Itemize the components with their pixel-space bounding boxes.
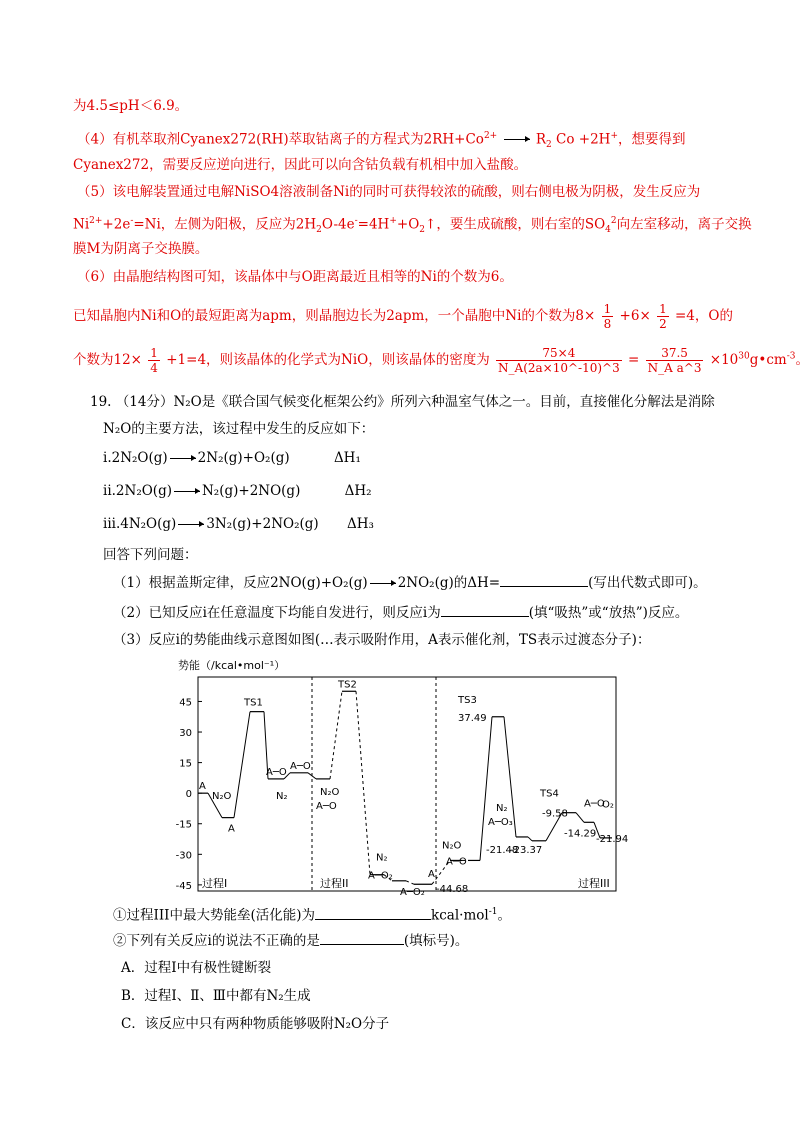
o2-label: O₂ [602,799,614,811]
numerator: 1 [603,302,612,316]
value-label: -9.58 [542,808,568,820]
question-2 [113,602,688,623]
y-tick-label: -30 [175,850,192,862]
ao2-label: A─O₂ [368,870,393,882]
text: ①过程III中最大势能垒(活化能)为 [113,907,316,924]
answer-blank[interactable] [315,905,431,920]
text: 2N₂(g)+O₂(g) [197,450,290,466]
section-label: 过程III [578,877,610,890]
energy-connector [406,881,414,884]
question-3: （3）反应i的势能曲线示意图如图(…表示吸附作用，A表示催化剂，TS表示过渡态分子)： [113,632,651,648]
section-label: 过程II [320,877,349,890]
answer-line-3: Cyanex272，需要反应逆向进行，因此可以向含钴负载有机相中加入盐酸。 [73,157,528,173]
text: Ni [73,216,90,233]
sup: -1 [488,907,498,917]
text: 。 [795,352,809,368]
text: (填“吸热”或“放热”)反应。 [528,605,689,621]
n2o-label: N₂O [320,786,340,798]
text: （14分）N₂O是《联合国气候变化框架公约》所列六种温室气体之一。目前，直接催化分解法是消除 [115,394,715,410]
text: +6× [619,308,651,324]
ao2-label: A─O₂ [400,886,425,898]
sup: + [389,216,397,226]
text: 向左室移动，离子交换 [616,216,752,233]
text: i.2N₂O(g) [103,450,168,466]
sub: 2 [545,140,552,151]
sup: + [610,131,618,141]
text: (写出代数式即可)。 [588,575,707,591]
energy-connector [356,691,370,874]
value-label: -44.68 [436,884,469,896]
numerator: 1 [659,302,667,316]
answer-line-6: 膜M为阴离子交换膜。 [73,241,209,257]
sub-question-1 [113,902,511,926]
numerator: 37.5 [646,346,704,361]
y-axis-label: 势能（/kcal•mol⁻¹） [178,659,286,672]
y-tick-label: -15 [175,819,192,831]
denominator: N_A(2a×10^-10)^3 [498,361,620,375]
energy-connector [480,717,492,861]
denominator: 2 [659,317,667,331]
sup: 2 [610,216,617,226]
y-tick-label: -45 [175,880,192,892]
ao-label: A─O [446,856,467,868]
text: +1=4，则该晶体的化学式为NiO，则该晶体的密度为 [166,352,490,368]
numerator: 1 [150,346,158,360]
n2o-label: N₂O [212,791,232,803]
answer-blank[interactable] [320,930,404,945]
answer-line-9 [73,346,809,375]
sub-question-2 [113,930,468,951]
text: （4）有机萃取剂Cyanex272(RH)萃取钴离子的方程式为2RH+Co [77,131,484,148]
reaction-ii [103,481,372,501]
ao-label: A─O [290,760,311,772]
denominator: N_A a^3 [647,361,702,375]
potential-energy-chart [175,655,629,898]
prompt: 回答下列问题： [103,547,198,563]
plot-frame [198,677,616,891]
denominator: 4 [150,361,158,375]
energy-connector [234,712,250,818]
sup: 30 [738,351,750,362]
catalyst-label: A [199,781,206,793]
ts4-label: TS4 [540,788,559,800]
y-tick-label: 45 [179,697,192,709]
y-tick-label: 30 [179,728,192,740]
answer-blank[interactable] [500,572,588,587]
density-fraction [496,346,622,375]
text: ΔH₃ [346,516,374,532]
answer-line-1: 为4.5≤pH＜6.9。 [73,98,189,114]
energy-connector [576,813,584,823]
text: ×10 [709,352,739,368]
option-c[interactable]: C．该反应中只有两种物质能够吸附N₂O分子 [121,1016,390,1032]
text: ②下列有关反应i的说法不正确的是 [113,933,320,949]
answer-line-8 [73,302,733,331]
text: =4H [357,216,390,233]
arrow-icon [168,452,198,466]
text: （1）根据盖斯定律，反应2NO(g)+O₂(g) [113,575,368,591]
value-label: -21.48 [486,844,519,856]
y-tick-label: 15 [179,758,192,770]
text: 。 [497,907,511,924]
fraction [657,302,669,331]
sup: - [130,216,134,226]
text: ii.2N₂O(g) [103,483,172,499]
text: O-4e [321,216,355,233]
value-label: -23.37 [510,844,543,856]
equilibrium-arrow [502,133,532,147]
n2-label: N₂ [496,802,508,814]
energy-connector [528,837,532,841]
sub: 2 [316,225,322,236]
question-number: 19. [90,394,112,410]
value-label: -21.94 [596,833,629,845]
arrow-icon [368,577,398,591]
reaction-i [103,448,361,468]
fraction [148,346,160,375]
ao3-label: A─O₃ [488,816,513,828]
text: iii.4N₂O(g) [103,516,177,532]
n2-label: N₂ [276,790,288,802]
sup: -3 [786,351,796,362]
ao-label: A─O [584,798,605,810]
text: ↑，要生成硫酸，则右室的 [425,216,585,233]
text: =Ni，左侧为阳极，反应为2H [133,216,317,233]
answer-blank[interactable] [441,602,529,617]
value-label: -14.29 [564,828,597,840]
ts3-label: TS3 [458,694,477,706]
value-label: 37.49 [458,712,487,724]
text: ΔH₂ [344,483,372,499]
reaction-iii [103,514,374,534]
section-label: 过程I [202,877,228,890]
density-fraction-2 [646,346,704,375]
text: ，想要得到 [617,131,686,148]
catalyst-label: A [428,868,435,880]
sup: 2+ [89,216,103,226]
text: 个数为12× [73,352,142,368]
text: +2e [102,216,131,233]
text: =4，O的 [675,308,733,324]
fraction [602,302,614,331]
sub: 4 [605,225,611,236]
ao-label: A─O [266,766,287,778]
text: SO [584,216,606,233]
text: ΔH₁ [333,450,361,466]
text: R [535,131,546,148]
answer-line-5 [73,211,752,240]
catalyst-label: A [228,823,235,835]
sup: 2+ [483,131,498,141]
text: g•cm [749,352,787,368]
question-1 [113,572,707,593]
text: kcal·mol [431,907,489,924]
option-b[interactable]: B．过程Ⅰ、Ⅱ、Ⅲ中都有N₂生成 [121,988,311,1004]
numerator: 75×4 [496,346,622,361]
text: N₂(g)+2NO(g) [201,483,301,499]
n2o-label: N₂O [442,840,462,852]
answer-line-4: （5）该电解装置通过电解NiSO4溶液制备Ni的同时可获得较浓的硫酸，则右侧电极为阴极，发生反应为 [77,184,701,200]
arrow-icon [172,485,202,499]
question-intro-1 [90,392,715,412]
denominator: 8 [603,317,612,331]
text: （2）已知反应i在任意温度下均能自发进行，则反应i为 [113,605,441,621]
text: Co +2H [556,131,611,148]
sub: 2 [419,225,426,236]
sup: - [354,216,358,226]
answer-line-2 [77,126,685,155]
n2-label: N₂ [376,852,388,864]
text: 2NO₂(g)的ΔH= [397,575,501,591]
answer-line-7: （6）由晶胞结构图可知，该晶体中与O距离最近且相等的Ni的个数为6。 [77,269,513,285]
text: 已知晶胞内Ni和O的最短距离为apm，则晶胞边长为2apm，一个晶胞中Ni的个数为8× [73,308,596,324]
energy-connector [330,691,342,779]
text: 3N₂(g)+2NO₂(g) [206,516,319,532]
ao-label: A─O [316,800,337,812]
option-a[interactable]: A．过程Ⅰ中有极性键断裂 [121,960,272,976]
text: = [628,352,640,368]
y-tick-label: 0 [185,789,192,801]
question-intro-2: N₂O的主要方法，该过程中发生的反应如下： [103,421,375,437]
arrow-icon [176,518,206,532]
text: +O [396,216,420,233]
ts2-label: TS2 [338,679,357,691]
ts1-label: TS1 [244,697,263,709]
text: (填标号)。 [403,933,469,949]
